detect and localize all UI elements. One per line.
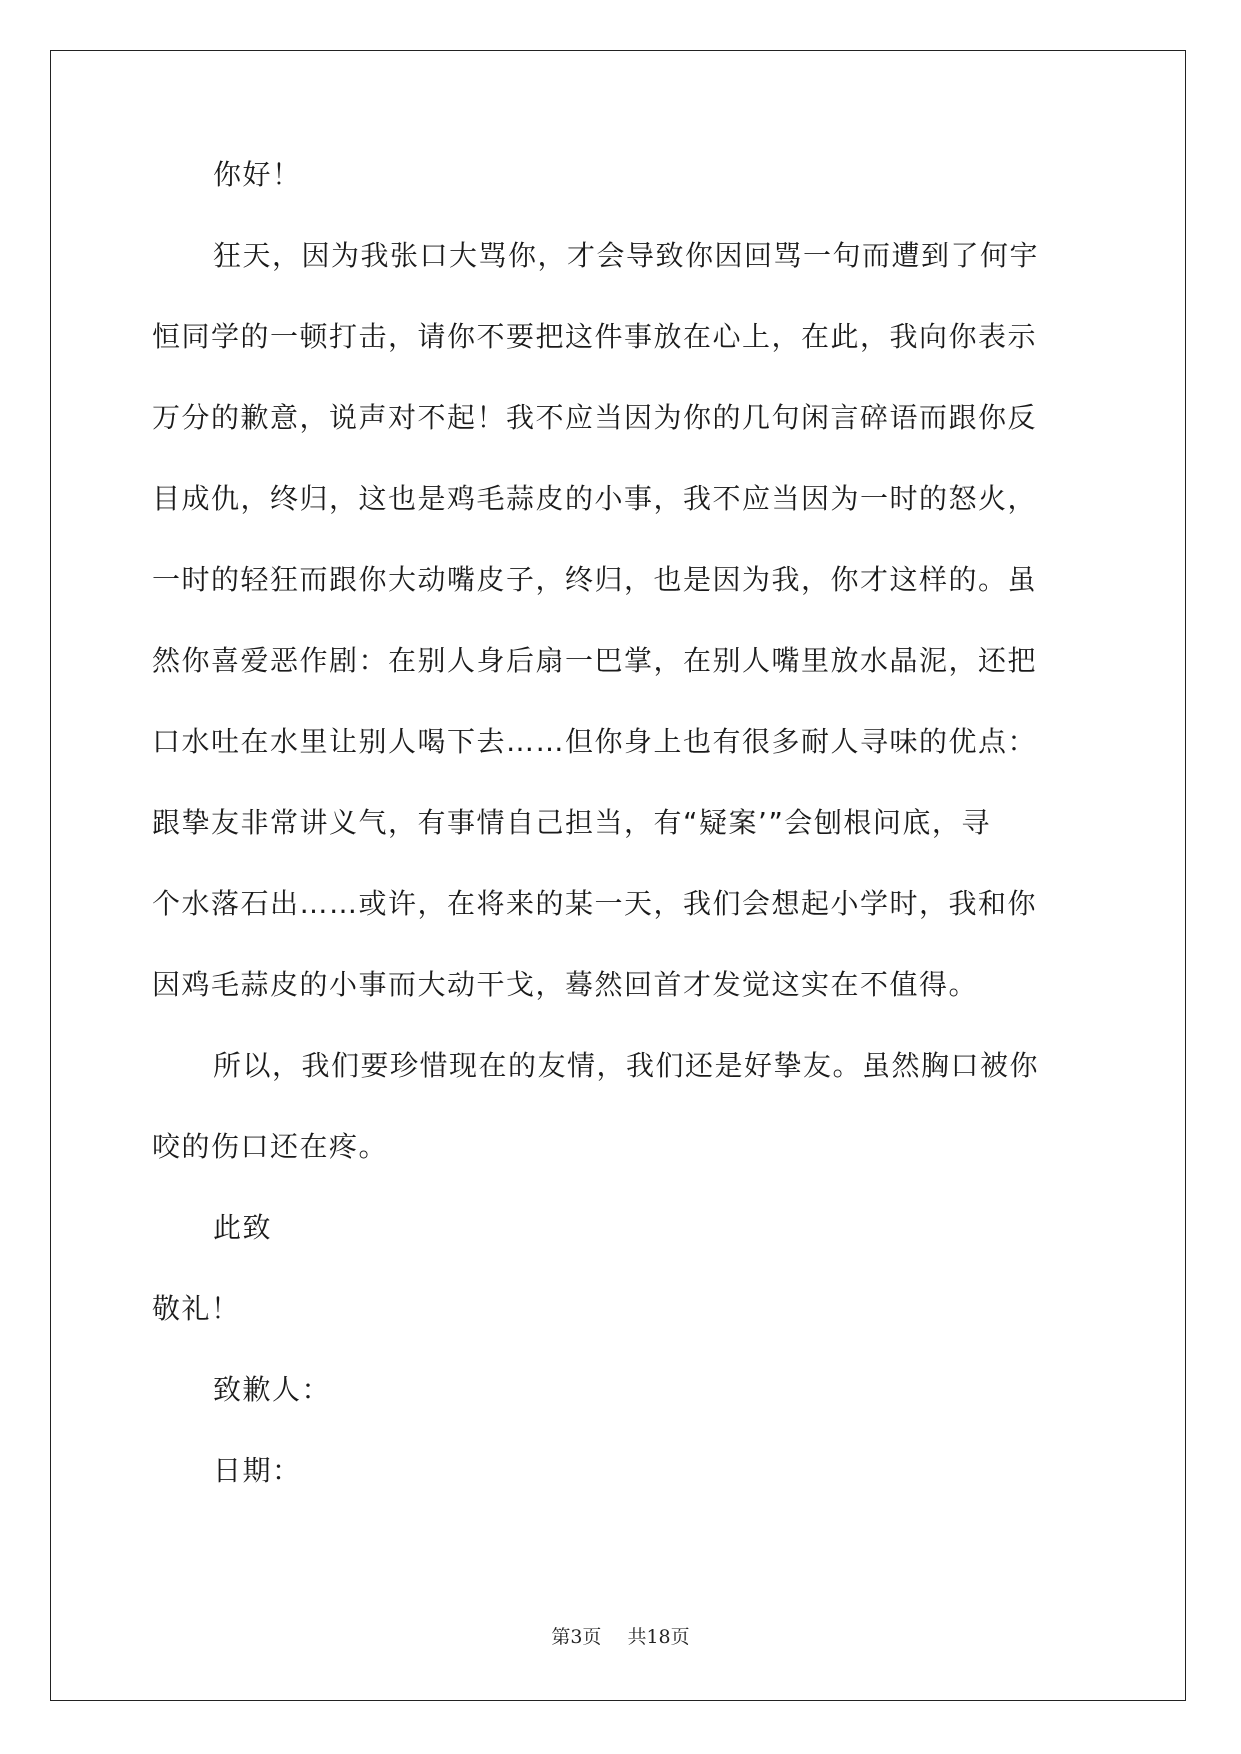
text-line: 一时的轻狂而跟你大动嘴皮子，终归，也是因为我，你才这样的。虽 <box>152 563 1038 596</box>
greeting: 你好！ <box>213 158 302 191</box>
date-label: 日期： <box>213 1454 302 1487</box>
page-number: 第3页 <box>551 1626 602 1648</box>
page-total: 共18页 <box>627 1626 690 1648</box>
text-line: 狂天，因为我张口大骂你，才会导致你因回骂一句而遭到了何宇 <box>213 239 1040 272</box>
text-line: 口水吐在水里让别人喝下去……但你身上也有很多耐人寻味的优点： <box>152 725 1038 758</box>
text-line: 跟挚友非常讲义气，有事情自己担当，有“疑案’”会刨根问底，寻 <box>152 806 991 839</box>
text-line: 然你喜爱恶作剧：在别人身后扇一巴掌，在别人嘴里放水晶泥，还把 <box>152 644 1038 677</box>
paragraph-1 <box>152 236 1087 1005</box>
signer-label: 致歉人： <box>213 1373 332 1406</box>
text-line: 因鸡毛蒜皮的小事而大动干戈，蓦然回首才发觉这实在不值得。 <box>152 968 979 1001</box>
text-line: 恒同学的一顿打击，请你不要把这件事放在心上，在此，我向你表示 <box>152 320 1038 353</box>
page-footer <box>0 1622 1241 1649</box>
letter-body <box>152 155 1087 1491</box>
paragraph-2 <box>152 1046 1087 1167</box>
text-line: 咬的伤口还在疼。 <box>152 1130 389 1163</box>
text-line: 目成仇，终归，这也是鸡毛蒜皮的小事，我不应当因为一时的怒火， <box>152 482 1038 515</box>
salute: 敬礼！ <box>152 1292 241 1325</box>
closing: 此致 <box>213 1211 273 1244</box>
text-line: 个水落石出……或许，在将来的某一天，我们会想起小学时，我和你 <box>152 887 1038 920</box>
text-line: 万分的歉意，说声对不起！我不应当因为你的几句闲言碎语而跟你反 <box>152 401 1038 434</box>
text-line: 所以，我们要珍惜现在的友情，我们还是好挚友。虽然胸口被你 <box>213 1049 1040 1082</box>
